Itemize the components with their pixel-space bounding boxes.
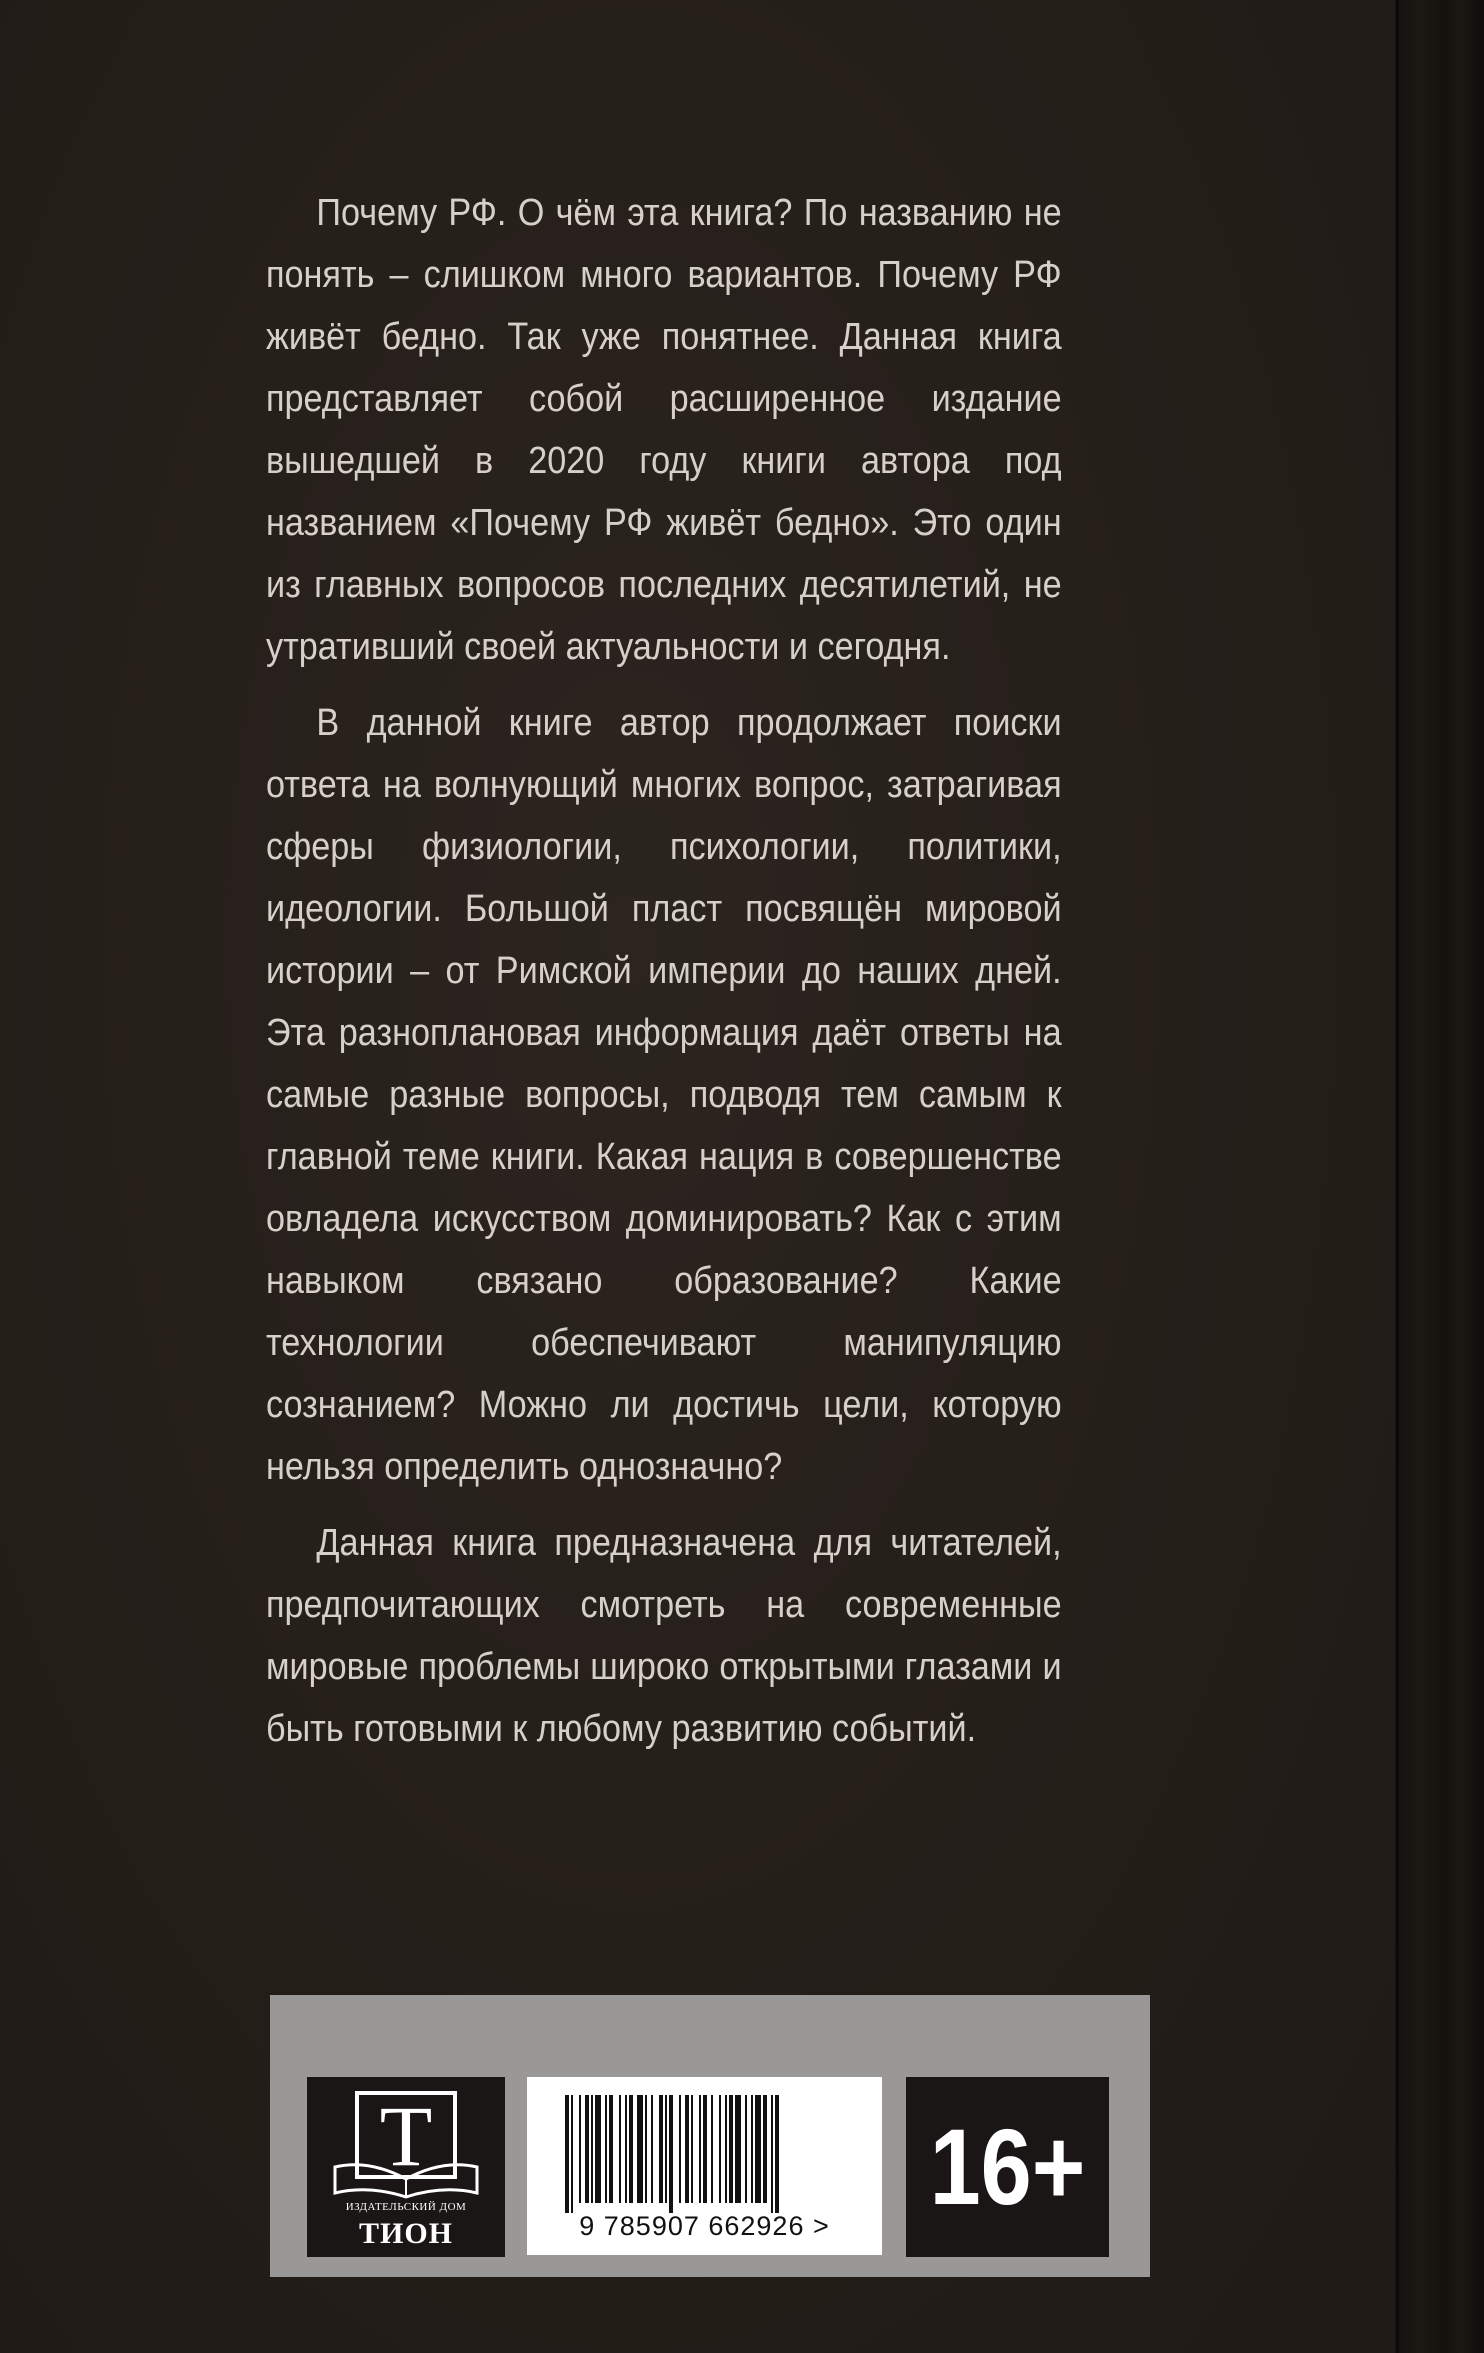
- isbn-barcode: [527, 2077, 882, 2255]
- barcode-bar: [609, 2095, 613, 2203]
- blurb-paragraph-2: В данной книге автор продолжает поиски ответа на волнующий многих вопрос, затрагивая сферы физиологии, психологии, политики, идеологии. Большой пласт посвящён мировой истории – от Римской империи до наших дней. Эта разноплановая информация даёт ответы на самые разные вопросы, подводя тем самым к главной теме книги. Какая нация в совершенстве овладела искусством доминировать? Как с этим навыком связано образование? Какие технологии обеспечивают манипуляцию сознанием? Можно ли достичь цели, которую нельзя определить однозначно?: [266, 702, 1062, 1488]
- blurb-paragraph-3: Данная книга предназначена для читателей, предпочитающих смотреть на современные мировые проблемы широко открытыми глазами и быть готовыми к любому развитию событий.: [266, 1522, 1062, 1750]
- barcode-bar: [591, 2095, 593, 2203]
- publisher-logo: [307, 2077, 505, 2257]
- barcode-bar: [729, 2095, 733, 2203]
- barcode-bar: [745, 2095, 747, 2203]
- barcode-bar: [763, 2095, 767, 2203]
- age-rating-badge: [906, 2077, 1109, 2257]
- barcode-bar: [699, 2095, 701, 2203]
- barcode-bar: [571, 2095, 573, 2213]
- barcode-bar: [703, 2095, 707, 2203]
- barcode-bar: [685, 2095, 689, 2203]
- barcode-bar: [629, 2095, 633, 2203]
- barcode-bar: [579, 2095, 581, 2203]
- barcode-bar: [659, 2095, 663, 2203]
- barcode-bar: [775, 2095, 779, 2213]
- spine-divider: [1396, 0, 1399, 2353]
- barcode-bar: [665, 2095, 667, 2203]
- barcode-bar: [751, 2095, 753, 2203]
- publisher-name: ТИОН: [358, 2217, 453, 2250]
- logo-letter: Т: [379, 2089, 433, 2184]
- barcode-bar: [565, 2095, 569, 2213]
- barcode-bar: [725, 2095, 727, 2203]
- barcode-bar: [651, 2095, 653, 2203]
- spine-edge: [1395, 0, 1484, 2353]
- barcode-bar: [645, 2095, 647, 2203]
- barcode-bar: [619, 2095, 621, 2203]
- barcode-bar: [679, 2095, 681, 2203]
- barcode-bar: [605, 2095, 607, 2203]
- blurb-text: [266, 182, 1062, 1774]
- barcode-bar: [669, 2095, 673, 2213]
- barcode-bar: [771, 2095, 773, 2213]
- barcode-bar: [719, 2095, 721, 2203]
- book-t-logo-icon: [329, 2089, 483, 2199]
- blurb-paragraph-1: Почему РФ. О чём эта книга? По названию не понять – слишком много вариантов. Почему РФ живёт бедно. Так уже понятнее. Данная книга представляет собой расширенное издание вышедшей в 2020 году книги автора под названием «Почему РФ живёт бедно». Это один из главных вопросов последних десятилетий, не утративший своей актуальности и сегодня.: [266, 192, 1062, 668]
- barcode-bar: [691, 2095, 693, 2203]
- barcode-bar: [585, 2095, 589, 2203]
- barcode-bar: [595, 2095, 601, 2203]
- barcode-bar: [637, 2095, 643, 2203]
- barcode-bar: [735, 2095, 741, 2203]
- barcode-bar: [755, 2095, 761, 2203]
- isbn-digits: 9 785907 662926 >: [579, 2211, 830, 2241]
- barcode-bars: [565, 2095, 845, 2215]
- barcode-bar: [625, 2095, 627, 2203]
- publisher-label: ИЗДАТЕЛЬСКИЙ ДОМ: [345, 2201, 467, 2213]
- age-rating: 16+: [929, 2106, 1086, 2227]
- barcode-bar: [711, 2095, 713, 2203]
